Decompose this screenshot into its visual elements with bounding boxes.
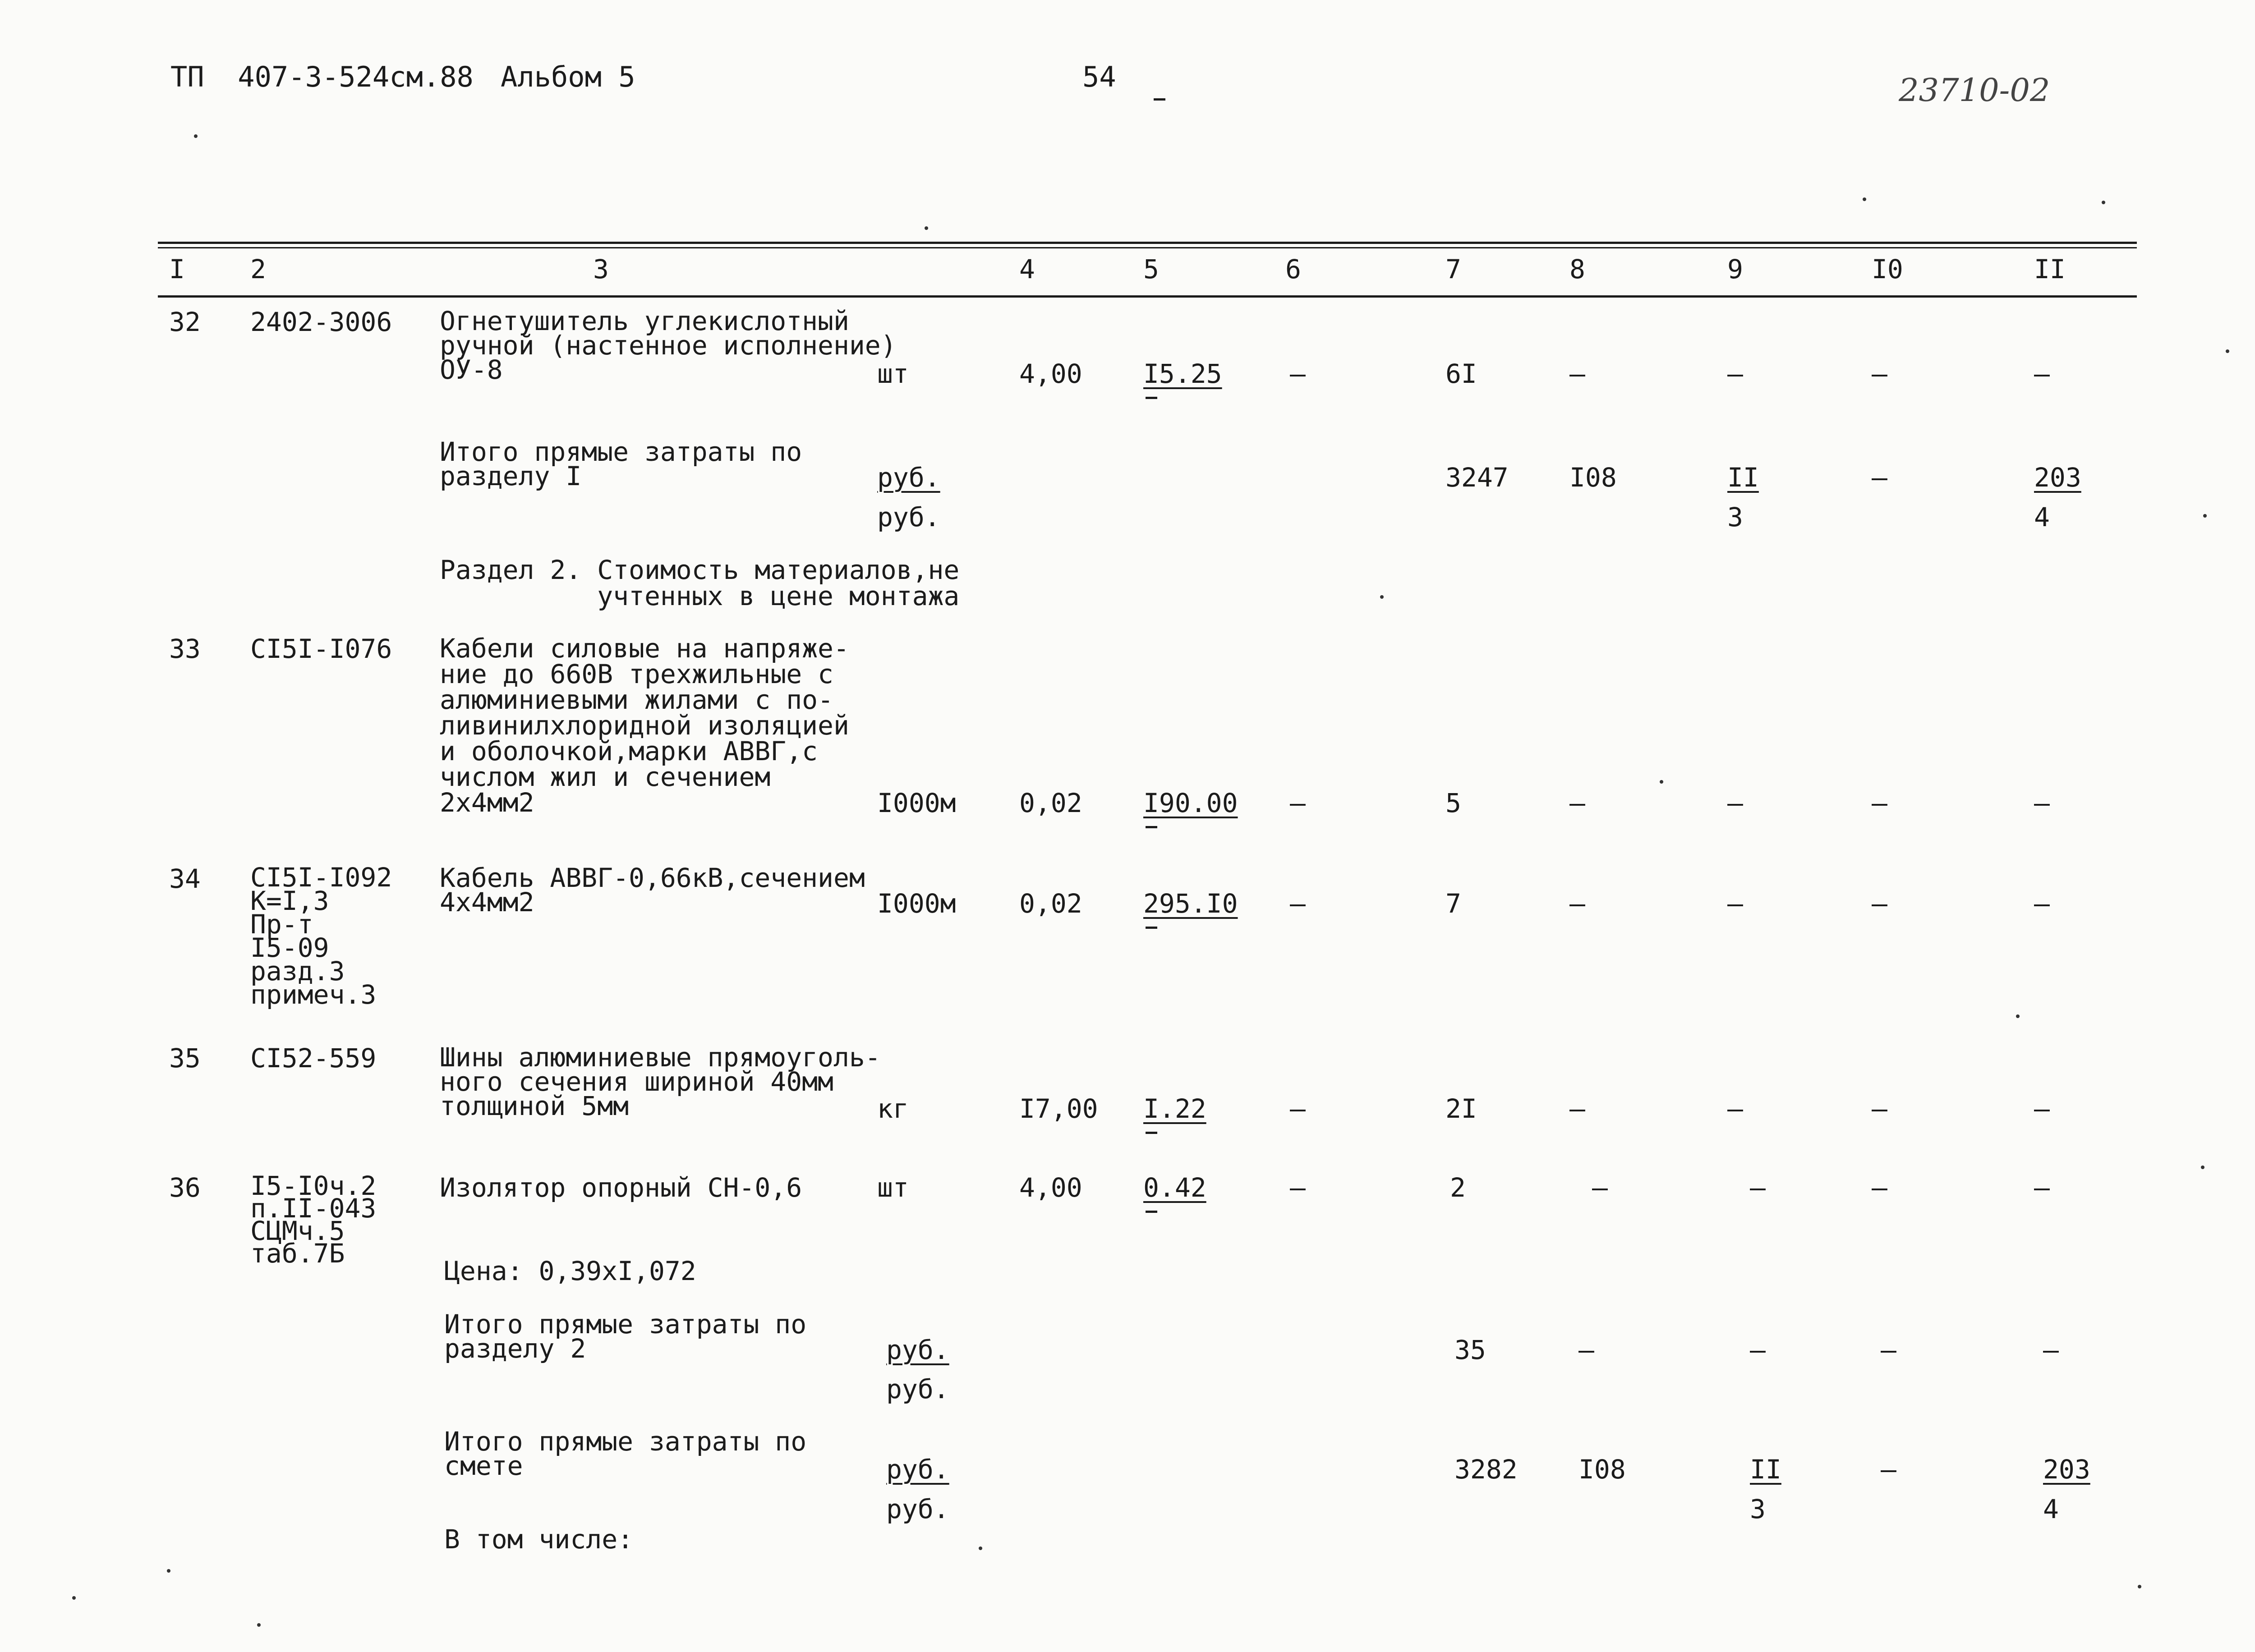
table-top-rule-inner [158,247,2137,248]
scan-speck [925,226,928,230]
total-cost: 3282 [1454,1454,1518,1485]
scan-speck [2203,514,2207,518]
cell-9-bottom: 3 [1727,502,1743,532]
cell-6: – [1290,888,1306,919]
cell-6: – [1290,1093,1306,1124]
column-header-4: 4 [1019,254,1035,285]
inventory-number: 23710-02 [1899,72,2050,109]
quantity: 0,02 [1019,888,1082,919]
unit-price-dash [1146,927,1157,929]
unit-top: руб. [877,462,940,493]
cell-8: I08 [1569,462,1617,493]
cell-8: – [1569,358,1585,389]
cell-10: – [1872,358,1887,389]
cell-9: – [1750,1335,1766,1365]
scan-speck [2226,349,2229,353]
unit-price: I.22 [1143,1093,1206,1124]
total-cost: 35 [1454,1335,1486,1365]
scan-speck [72,1596,76,1600]
price-note: Цена: 0,39хI,072 [444,1256,696,1286]
column-header-10: I0 [1872,254,1903,285]
quantity: 4,00 [1019,358,1082,389]
cell-6: – [1290,358,1306,389]
unit-price-dash [1146,1211,1157,1213]
table-header-rule [158,295,2137,298]
scan-speck [2201,1166,2204,1169]
price-code: I5-I0ч.2 п.II-043 СЦМч.5 таб.7Б [250,1170,377,1269]
cell-8: – [1569,788,1585,818]
row-number: 34 [169,863,201,894]
cell-11: – [2034,888,2050,919]
scan-speck [2102,201,2105,204]
subtotal-label: Итого прямые затраты по разделу 2 [444,1309,807,1364]
cell-9: – [1727,1093,1743,1124]
column-header-5: 5 [1143,254,1159,285]
cell-11: – [2034,788,2050,818]
unit: шт [877,358,909,389]
cell-6: – [1290,788,1306,818]
total-cost: 3247 [1445,462,1509,493]
unit-bottom: руб. [886,1374,949,1404]
album-label: Альбом 5 [501,60,635,93]
page-number: 54 [1082,60,1116,93]
quantity: 0,02 [1019,788,1082,818]
price-code: CI5I-I092 К=I,3 Пр-т I5-09 разд.3 примеч.3 [250,862,392,1010]
page-number-dash [1154,98,1165,101]
scan-speck [194,134,198,138]
cell-11-bottom: 4 [2043,1494,2059,1524]
column-header-6: 6 [1285,254,1301,285]
cell-9: – [1727,788,1743,818]
unit-top: руб. [886,1335,949,1365]
cell-10: – [1881,1335,1896,1365]
unit-price: 295.I0 [1143,888,1238,919]
unit: I000м [877,788,956,818]
cell-11-bottom: 4 [2034,502,2050,532]
unit-price: I90.00 [1143,788,1238,818]
item-description: Кабели силовые на напряже- ние до 660В трехжильные с алюминиевыми жилами с по- ливинилхлоридной изоляцией и оболочкой,марки АВВГ,с числом жил и сечением 2х4мм2 [440,633,849,818]
row-number: 35 [169,1043,201,1074]
item-description: Изолятор опорный СН-0,6 [440,1172,802,1203]
total-cost: 7 [1445,888,1461,919]
total-cost: 2 [1450,1172,1466,1203]
cell-10: – [1872,462,1887,493]
cell-9-bottom: 3 [1750,1494,1766,1524]
cell-10: – [1872,1093,1887,1124]
unit-top: руб. [886,1454,949,1485]
unit: шт [877,1172,909,1203]
including-label: В том числе: [444,1524,634,1555]
cell-10: – [1881,1454,1896,1485]
row-number: 36 [169,1172,201,1203]
cell-6: – [1290,1172,1306,1203]
scan-speck [2016,1014,2020,1018]
unit-bottom: руб. [877,502,940,532]
cell-11: – [2034,358,2050,389]
column-header-8: 8 [1569,254,1585,285]
price-code: 2402-3006 [250,307,392,337]
cell-9: – [1727,888,1743,919]
scan-speck [167,1569,170,1573]
column-header-2: 2 [250,254,266,285]
estimate-total-label: Итого прямые затраты по смете [444,1426,807,1481]
price-code: CI5I-I076 [250,633,392,664]
column-header-9: 9 [1727,254,1743,285]
section-title: Раздел 2. Стоимость материалов,не учтенных в цене монтажа [440,555,960,611]
cell-10: – [1872,788,1887,818]
item-description: Огнетушитель углекислотный ручной (настенное исполнение) ОУ-8 [440,306,897,385]
cell-8: – [1569,888,1585,919]
cell-8: – [1569,1093,1585,1124]
item-description: Кабель АВВГ-0,66кВ,сечением 4х4мм2 [440,863,865,918]
document-code: ТП 407-3-524см.88 [170,60,474,93]
cell-9-top: II [1750,1454,1781,1485]
scan-speck [1863,197,1866,201]
cell-8: – [1578,1335,1594,1365]
scan-speck [2138,1585,2141,1588]
column-header-11: II [2034,254,2066,285]
column-header-3: 3 [593,254,609,285]
quantity: 4,00 [1019,1172,1082,1203]
cell-11: – [2034,1093,2050,1124]
cell-11: – [2043,1335,2059,1365]
total-cost: 6I [1445,358,1477,389]
cell-10: – [1872,1172,1887,1203]
unit-price-dash [1146,826,1157,828]
column-header-7: 7 [1445,254,1461,285]
price-code: CI52-559 [250,1043,377,1074]
cell-8: I08 [1578,1454,1626,1485]
cell-11-top: 203 [2043,1454,2090,1485]
cell-11-top: 203 [2034,462,2081,493]
scan-speck [257,1623,261,1627]
cell-9-top: II [1727,462,1759,493]
scan-speck [979,1546,982,1550]
scan-speck [1380,595,1384,599]
column-header-1: I [169,254,185,285]
cell-10: – [1872,888,1887,919]
table-top-rule [158,242,2137,244]
item-description: Шины алюминиевые прямоуголь- ного сечения шириной 40мм толщиной 5мм [440,1042,881,1121]
total-cost: 5 [1445,788,1461,818]
unit-price: I5.25 [1143,358,1222,389]
unit-price-dash [1146,397,1157,399]
row-number: 33 [169,633,201,664]
unit-bottom: руб. [886,1494,949,1524]
row-number: 32 [169,307,201,337]
unit: кг [877,1093,909,1124]
cell-8: – [1592,1172,1608,1203]
cell-9: – [1750,1172,1766,1203]
total-cost: 2I [1445,1093,1477,1124]
scan-speck [1660,780,1663,784]
cell-11: – [2034,1172,2050,1203]
unit-price-dash [1146,1132,1157,1134]
unit-price: 0.42 [1143,1172,1206,1203]
quantity: I7,00 [1019,1093,1098,1124]
subtotal-label: Итого прямые затраты по разделу I [440,436,802,491]
cell-9: – [1727,358,1743,389]
unit: I000м [877,888,956,919]
